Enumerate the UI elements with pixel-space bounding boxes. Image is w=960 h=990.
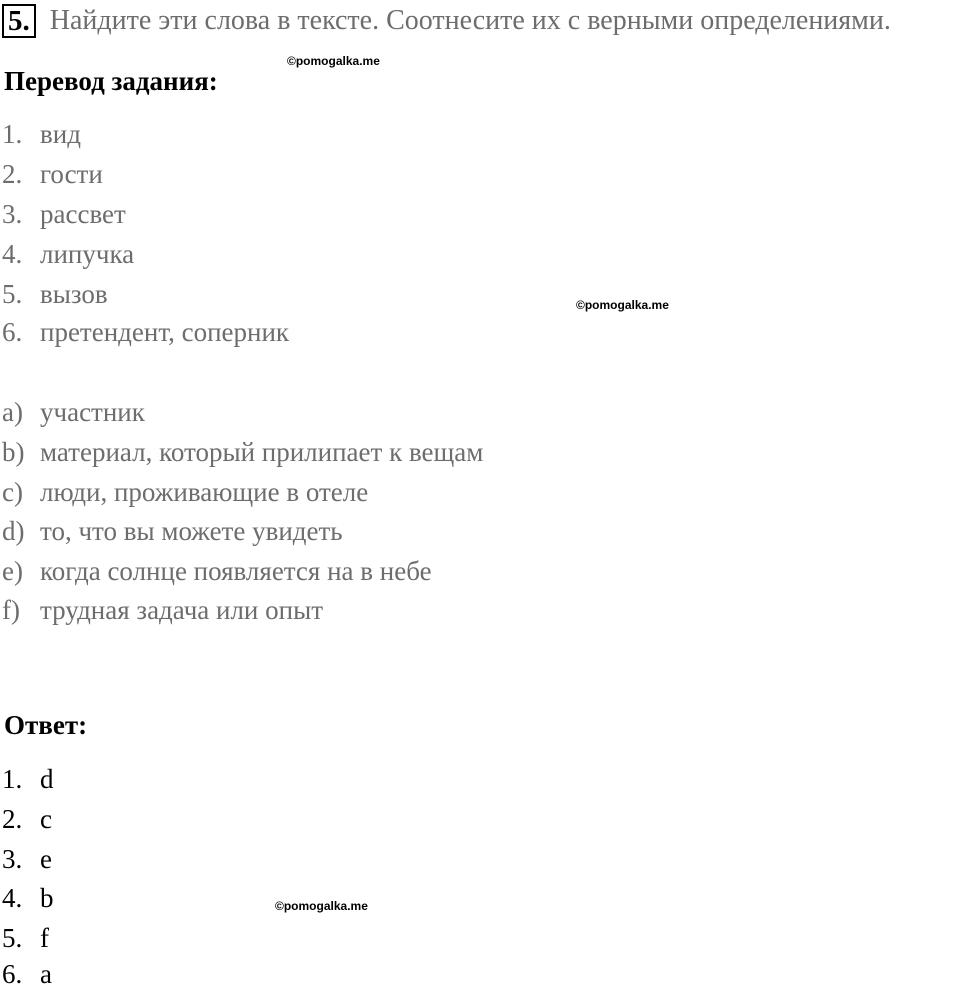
definition-marker: e) bbox=[2, 556, 23, 586]
word-item bbox=[2, 278, 108, 310]
answer-marker: 4. bbox=[2, 883, 23, 913]
answer-marker: 6. bbox=[2, 959, 23, 989]
definition-item bbox=[2, 594, 323, 626]
word-marker: 4. bbox=[2, 239, 23, 269]
translation-heading: Перевод задания: bbox=[4, 66, 218, 96]
answer-text: d bbox=[40, 764, 54, 794]
definition-item bbox=[2, 436, 483, 468]
word-marker: 1. bbox=[2, 119, 23, 149]
word-item bbox=[2, 198, 126, 230]
watermark: ©pomogalka.me bbox=[275, 899, 368, 913]
answer-item bbox=[2, 958, 52, 990]
answer-text: f bbox=[40, 923, 49, 953]
answer-marker: 5. bbox=[2, 923, 23, 953]
definition-text: материал, который прилипает к вещам bbox=[40, 437, 484, 467]
word-text: претендент, соперник bbox=[40, 317, 290, 347]
definition-text: люди, проживающие в отеле bbox=[40, 477, 369, 507]
definition-marker: d) bbox=[2, 516, 25, 546]
answer-item bbox=[2, 763, 54, 795]
definition-marker: a) bbox=[2, 397, 23, 427]
answer-marker: 1. bbox=[2, 764, 23, 794]
answer-marker: 3. bbox=[2, 844, 23, 874]
definition-item bbox=[2, 555, 432, 587]
definition-text: трудная задача или опыт bbox=[40, 595, 324, 625]
task-header bbox=[2, 4, 891, 38]
definition-text: когда солнце появляется на в небе bbox=[40, 556, 432, 586]
answer-item bbox=[2, 843, 52, 875]
word-text: рассвет bbox=[40, 199, 126, 229]
definition-text: участник bbox=[40, 397, 145, 427]
word-marker: 5. bbox=[2, 279, 23, 309]
word-item bbox=[2, 118, 81, 150]
answer-text: a bbox=[40, 959, 52, 989]
word-text: липучка bbox=[40, 239, 135, 269]
word-item bbox=[2, 238, 134, 270]
answer-item bbox=[2, 922, 49, 954]
definition-text: то, что вы можете увидеть bbox=[40, 516, 343, 546]
definition-marker: b) bbox=[2, 437, 25, 467]
answer-text: c bbox=[40, 804, 52, 834]
answer-item bbox=[2, 882, 54, 914]
definition-item bbox=[2, 476, 368, 508]
task-number: 5. bbox=[2, 4, 36, 38]
word-text: вид bbox=[40, 119, 81, 149]
word-text: гости bbox=[40, 159, 103, 189]
answer-text: e bbox=[40, 844, 52, 874]
word-marker: 2. bbox=[2, 159, 23, 189]
watermark: ©pomogalka.me bbox=[576, 298, 669, 312]
word-marker: 6. bbox=[2, 317, 23, 347]
definition-item bbox=[2, 515, 343, 547]
word-marker: 3. bbox=[2, 199, 23, 229]
definition-marker: c) bbox=[2, 477, 23, 507]
watermark: ©pomogalka.me bbox=[287, 54, 380, 68]
word-item bbox=[2, 316, 289, 348]
definition-item bbox=[2, 396, 145, 428]
answer-item bbox=[2, 803, 52, 835]
answer-text: b bbox=[40, 883, 54, 913]
task-instruction: Найдите эти слова в тексте. Соотнесите их с верными определениями. bbox=[49, 5, 891, 36]
word-text: вызов bbox=[40, 279, 108, 309]
word-item bbox=[2, 158, 103, 190]
answer-marker: 2. bbox=[2, 804, 23, 834]
definition-marker: f) bbox=[2, 595, 20, 625]
answer-heading: Ответ: bbox=[4, 710, 88, 740]
